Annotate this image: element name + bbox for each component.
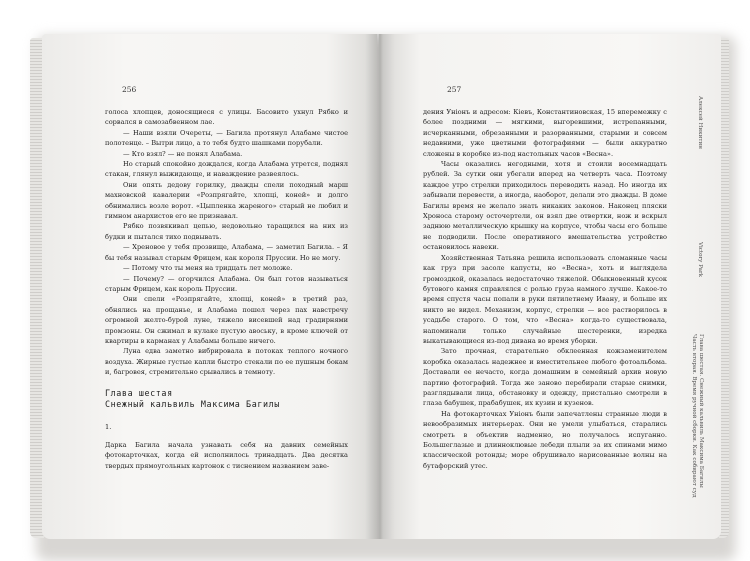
left-page-number: 256 [122,85,137,94]
paragraph: — Почему? — огорчился Алабама. Он был готов называться старым Фрицем, как король Пруссии. [105,274,348,293]
book-gutter [365,34,395,539]
paragraph: — Потому что ты меня на тридцать лет моложе. [123,264,293,273]
right-page [379,34,721,539]
left-page [42,34,377,539]
paragraph: Они спели «Розпрягайте, хлопці, коней» в третий раз, обнялись на прощанье, и Алабама пошел через пах навстречу огромной желто-бурой луне, тяжело висевшей над градирнями промзоны. Он сжимал в кулаке пустую авоську, в кроме ключей от квартиры в карманах у Алабамы больше ничего. [105,295,348,345]
right-page-number: 257 [447,85,462,94]
running-head-author: Алексей Никитин [697,96,703,149]
paragraph: дения Унiонъ и адресом: Кiевъ, Константиновская, 15 вперемежку с более поздними — мягкими, выгоревшими, истрепанными, исчерканными, обрезанными и разорванными, старыми и совсем недавними, уже цветными фотографиями — были аккуратно сложены в коробке из-под настольных часов «Весна». [423,108,667,158]
paragraph: На фотокарточках Унiонъ были запечатлены странные люди в невообразимых интерьерах. Они не умели улыбаться, старались смотреть в объектив надменно, но получалось испуганно. Большеглазые и длинноклювые лебеди плыли за их спинами мимо классической ротонды; море обрушивало нарисованные волны на бутафорский утес. [423,409,667,470]
open-book [30,14,718,550]
paragraph: Но старый спокойно дождался, когда Алабама утрется, поднял стакан, глянул выжидающе, и наваждение развеялось. [105,160,348,179]
chapter-heading-line2: Снежный кальвиль Максима Багилы [105,398,280,409]
running-head-chapter-line2: Глава шестая. Снежный кальвиль Максима Багилы [698,334,704,488]
chapter-heading-line1: Глава шестая [105,387,173,398]
paragraph: — Наши взяли Очереты, — Багила протянул Алабаме чистое полотенце. – Вытри лицо, а то тебя будто шашками порубали. [105,128,348,148]
left-page-text [105,107,348,471]
running-head-chapter-line1: Часть вторая. Время ручной сборки. Как собирают суд [691,334,697,498]
paragraph: голоса хлопцев, доносящиеся с улицы. Басовито ухнул Рябко и сорвался в самозабвенном лае. [105,108,348,127]
paragraph: Рябко позвякивал цепью, недовольно таращился на них из будки и пытался тихо подвывать. [105,222,348,241]
paragraph: Они опять дедову горилку, дважды спели походный марш махновской кавалерии «Розпрягайте, хлопці, коней» и долго обнимались возле ворот. «Цыпленка жареного» старый не любил и гимном анархистов его не признавал. [105,180,348,221]
paragraph: Луна едва заметно вибрировала в потоках теплого ночного воздуха. Жирные густые капли быстро стекали по ее пушным бокам и, багровея, стремительно срывались в темноту. [105,347,348,377]
paragraph: Дарка Багила начала узнавать себя на давних семейных фотокарточках, когда ей исполнилось тринадцать. Два десятка твердых прямоугольных картонок с тиснением названием заве- [105,440,348,470]
right-page-text [423,107,667,471]
section-number: 1. [105,422,112,431]
paragraph: — Хреновое у тебя прозвище, Алабама, — заметил Багила. – Я бы тебя называл старым Фрицем, как короля Пруссии. Но не могу. [105,243,348,262]
running-head-title: Victory Park [697,242,703,278]
chapter-heading [105,388,348,410]
paragraph: — Кто взял? — не понял Алабама. [123,149,243,158]
paragraph: Хозяйственная Татьяна решила использовать сломанные часы как груз при засоле капусты, но «Весна», хоть и выглядела громоздкой, оказалась недостаточно тяжелой. Обыкновенный кусок бутового камня справлялся с ролью груза намного лучше. Какое-то время спустя часы попали в руки пятилетнему Ивану, и больше их никто не видел. Механизм, корпус, стрелки — все растворилось в усадьбе старого. О том, что «Весна» когда-то существовала, напоминали только случайные шестеренки, изредка выкатывающиеся из-под дивана во время уборки. [423,253,667,345]
paragraph: Зато прочная, старательно обклеенная кожзаменителем коробка оказалась надежнее и вместительнее любого фотоальбома. Доставали ее нечасто, когда домашним в семейный архив новую партию фотографий. Тогда же заново перебирали старые снимки, разглядывали лица, обстановку и одежду, пристально смотрели в глаза бабушек, прабабушек, их кузин и кузенов. [423,347,667,408]
paragraph: Часы оказались негодными, хотя и стоили восемнадцать рублей. За сутки они убегали вперед на четверть часа. Поэтому каждое утро стрелки приходилось переводить назад. Но иногда их забывали перевести, а иногда, наоборот, делали это дважды. В доме Багилы время не желало знать никаких законов. Наконец пляски Хроноса старому осточертели, он взял две отвертки, нож и вскрыл заднюю металлическую крышку на корпусе, чтобы часы его больше не подводили. После оперативного вмешательства устройство остановилось навеки. [423,160,667,252]
